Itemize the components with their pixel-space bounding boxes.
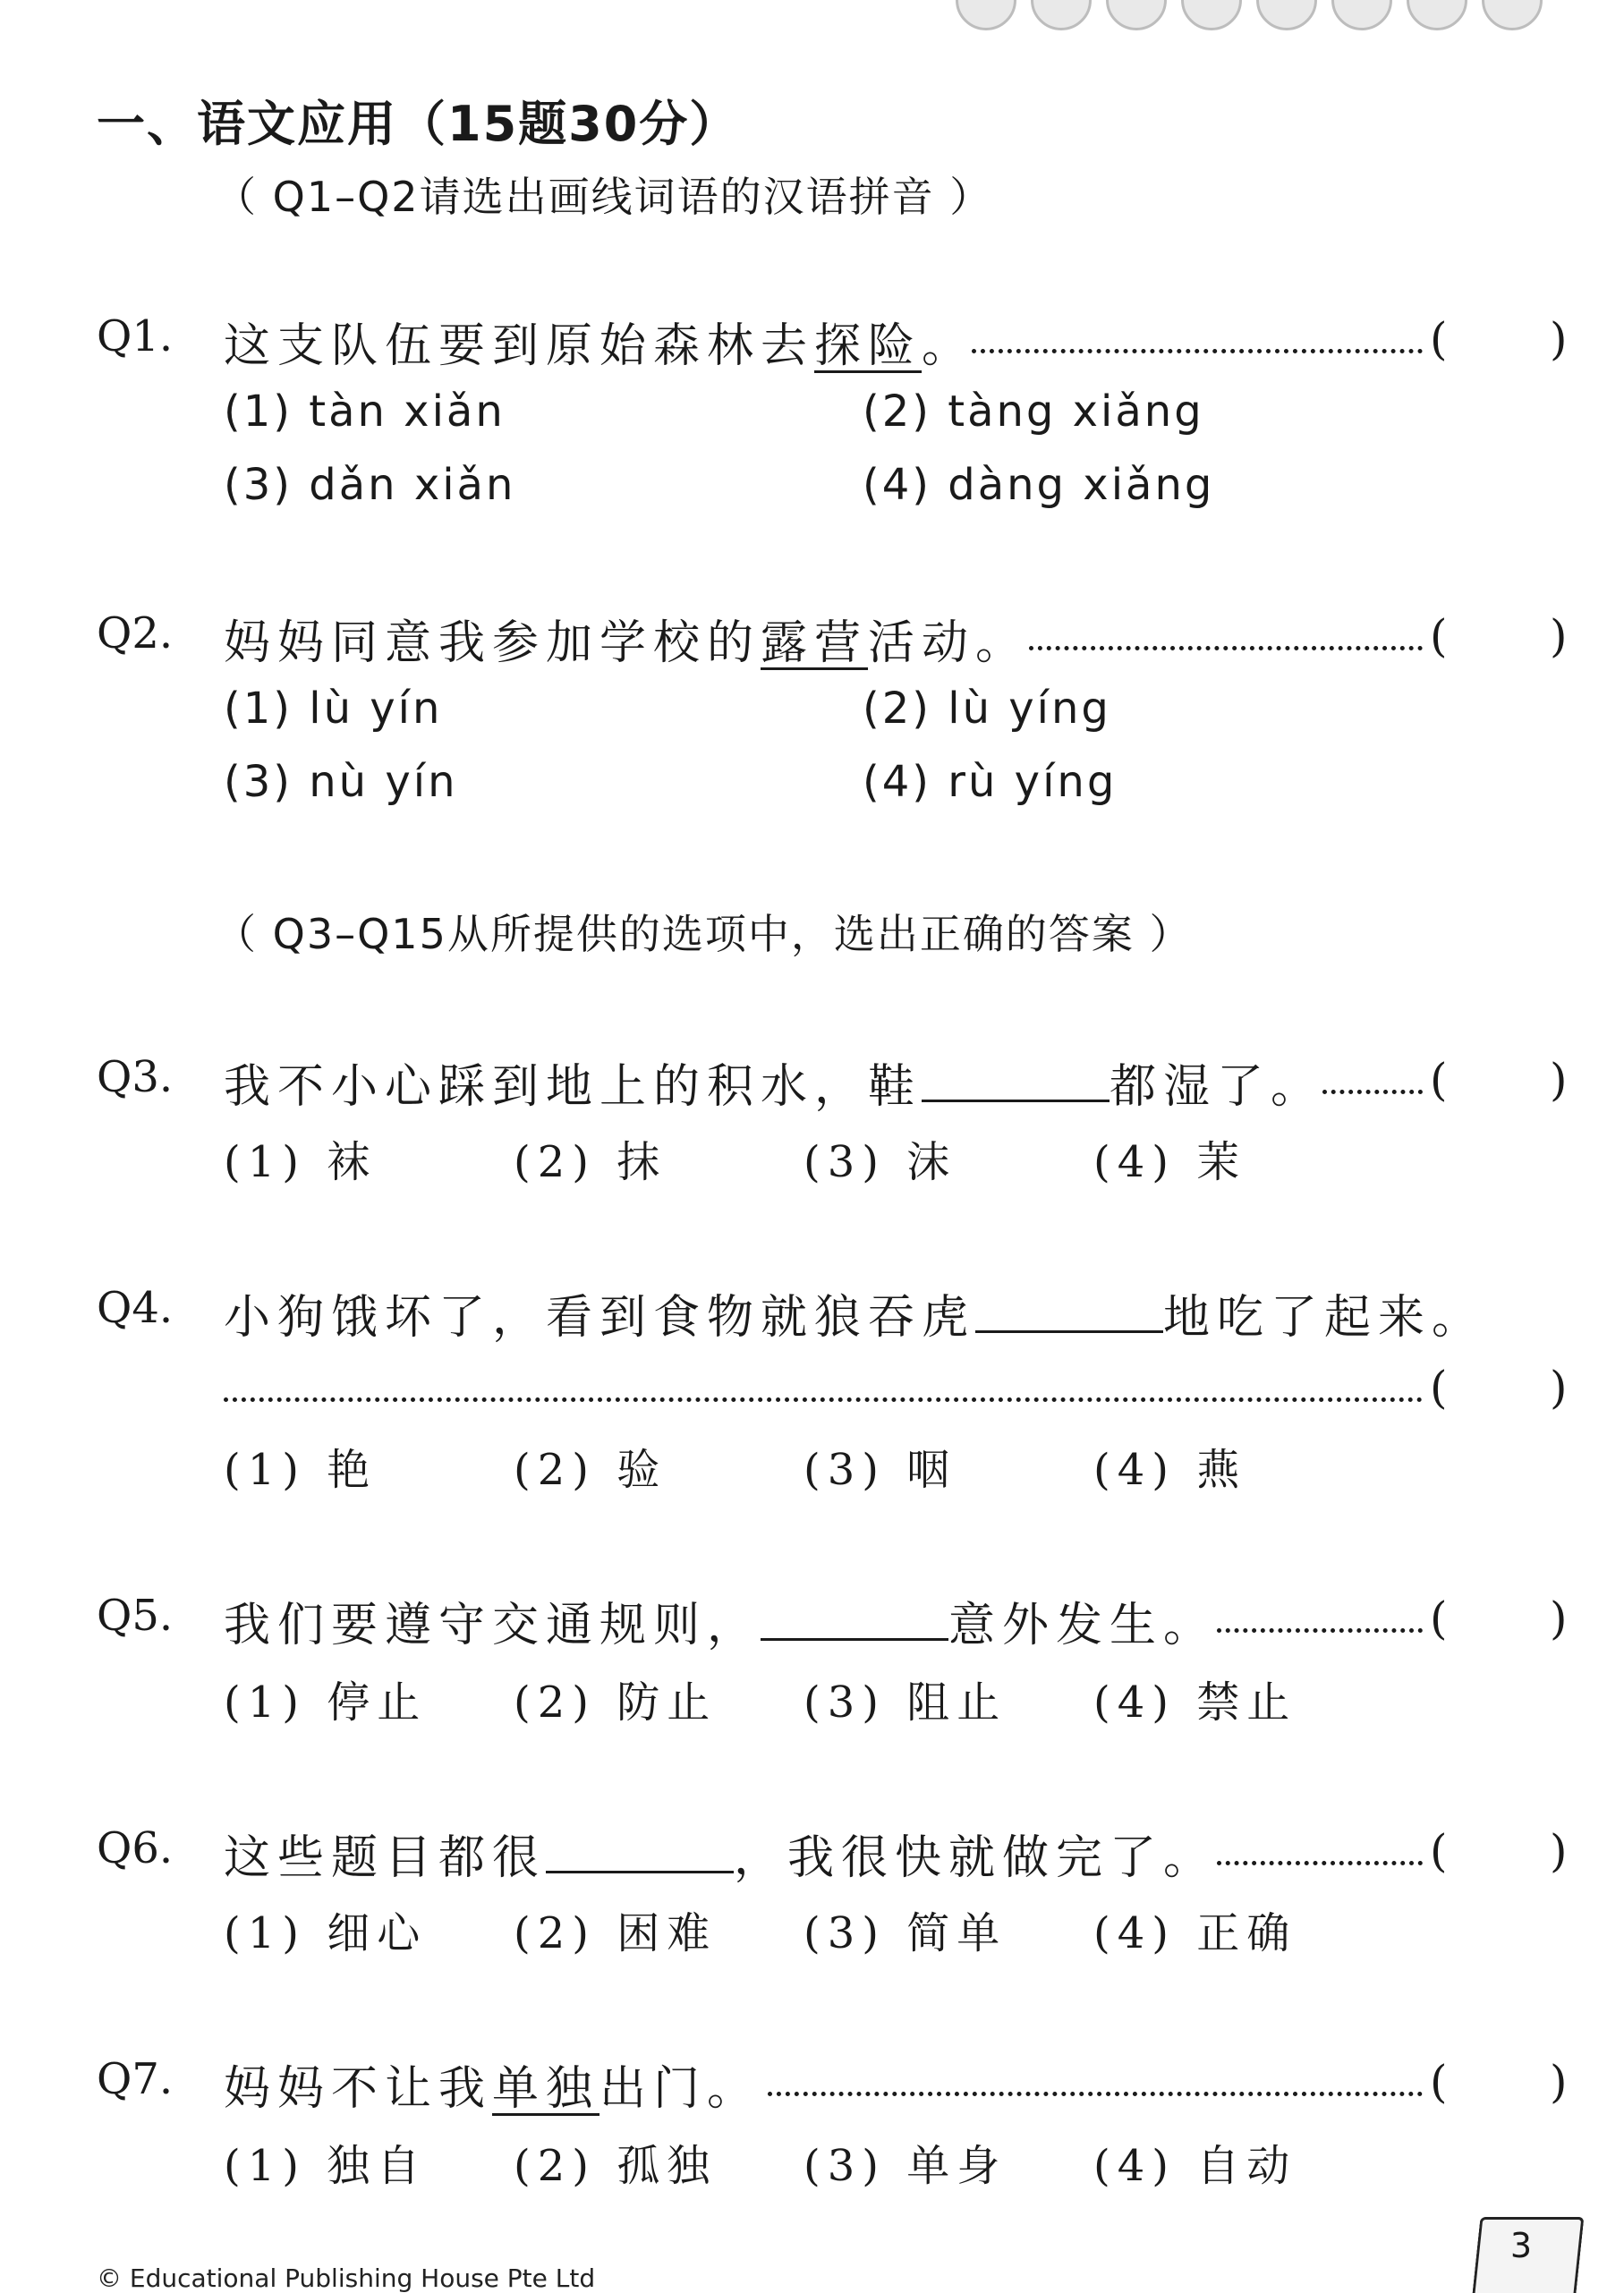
answer-paren-open: ( bbox=[1430, 1825, 1448, 1877]
answer-paren-close: ) bbox=[1550, 1592, 1568, 1644]
option-2[interactable]: (2) 孤独 bbox=[514, 2141, 718, 2191]
question-stem: 这支队伍要到原始森林去探险。 bbox=[224, 319, 976, 373]
question-stem: 我不小心踩到地上的积水，鞋 都湿了。 bbox=[224, 1060, 1325, 1114]
section-title: 一、语文应用（15题30分） bbox=[97, 96, 740, 152]
option-4[interactable]: (4) 燕 bbox=[1093, 1445, 1247, 1495]
option-2[interactable]: (2) tàng xiǎng bbox=[863, 386, 1204, 437]
option-1[interactable]: (1) lù yín bbox=[224, 684, 443, 734]
option-4[interactable]: (4) 自动 bbox=[1093, 2141, 1297, 2191]
option-4[interactable]: (4) 禁止 bbox=[1093, 1677, 1297, 1728]
question-number: Q4. bbox=[97, 1283, 174, 1333]
option-3[interactable]: (3) 单身 bbox=[803, 2141, 1008, 2191]
question-stem: 这些题目都很 ，我很快就做完了。 bbox=[224, 1831, 1218, 1885]
underlined-word: 单独 bbox=[492, 2062, 600, 2116]
question-number: Q3. bbox=[97, 1052, 174, 1102]
answer-paren-open: ( bbox=[1430, 610, 1448, 662]
option-2[interactable]: (2) 防止 bbox=[514, 1677, 718, 1728]
option-1[interactable]: (1) 袜 bbox=[224, 1137, 378, 1187]
option-2[interactable]: (2) 验 bbox=[514, 1445, 667, 1495]
header-decoration-circle bbox=[1482, 0, 1543, 30]
answer-leader-dots bbox=[972, 349, 1423, 353]
underlined-word: 探险 bbox=[814, 319, 923, 373]
question-stem: 我们要遵守交通规则， 意外发生。 bbox=[224, 1599, 1218, 1652]
header-decoration-circle bbox=[1256, 0, 1317, 30]
option-2[interactable]: (2) 困难 bbox=[514, 1908, 718, 1958]
fill-blank bbox=[922, 1060, 1110, 1102]
answer-paren-open: ( bbox=[1430, 1054, 1448, 1106]
instruction-q3-q15: （ Q3–Q15从所提供的选项中，选出正确的答案 ） bbox=[215, 910, 1193, 958]
question-number: Q7. bbox=[97, 2054, 174, 2104]
question-number: Q5. bbox=[97, 1591, 174, 1641]
header-decoration-circle bbox=[1106, 0, 1167, 30]
header-decoration-circle bbox=[1031, 0, 1092, 30]
question-stem: 妈妈同意我参加学校的露营活动。 bbox=[224, 616, 1030, 670]
fill-blank bbox=[975, 1291, 1163, 1333]
question-stem: 妈妈不让我单独出门。 bbox=[224, 2062, 761, 2116]
header-decoration-circle bbox=[1331, 0, 1392, 30]
option-3[interactable]: (3) dǎn xiǎn bbox=[224, 460, 516, 510]
option-3[interactable]: (3) 简单 bbox=[803, 1908, 1008, 1958]
answer-leader-dots bbox=[1217, 1861, 1423, 1865]
question-number: Q2. bbox=[97, 608, 174, 658]
header-decoration-circle bbox=[956, 0, 1016, 30]
option-1[interactable]: (1) 细心 bbox=[224, 1908, 428, 1958]
header-decoration-circle bbox=[1407, 0, 1467, 30]
option-1[interactable]: (1) 停止 bbox=[224, 1677, 428, 1728]
option-3[interactable]: (3) 咽 bbox=[803, 1445, 957, 1495]
answer-paren-close: ) bbox=[1550, 1054, 1568, 1106]
instruction-q1-q2: （ Q1–Q2请选出画线词语的汉语拼音 ） bbox=[215, 173, 993, 221]
option-1[interactable]: (1) tàn xiǎn bbox=[224, 386, 506, 437]
question-number: Q6. bbox=[97, 1823, 174, 1873]
underlined-word: 露营 bbox=[761, 616, 869, 670]
question-stem: 小狗饿坏了，看到食物就狼吞虎 地吃了起来。 bbox=[224, 1291, 1486, 1345]
answer-paren-close: ) bbox=[1550, 1825, 1568, 1877]
option-3[interactable]: (3) 阻止 bbox=[803, 1677, 1008, 1728]
fill-blank bbox=[546, 1831, 734, 1873]
option-4[interactable]: (4) 正确 bbox=[1093, 1908, 1297, 1958]
option-2[interactable]: (2) lù yíng bbox=[863, 684, 1111, 734]
option-2[interactable]: (2) 抹 bbox=[514, 1137, 667, 1187]
answer-paren-close: ) bbox=[1550, 610, 1568, 662]
answer-paren-open: ( bbox=[1430, 1592, 1448, 1644]
option-1[interactable]: (1) 艳 bbox=[224, 1445, 378, 1495]
answer-paren-close: ) bbox=[1550, 2056, 1568, 2108]
answer-leader-dots bbox=[768, 2092, 1423, 2096]
option-4[interactable]: (4) rù yíng bbox=[863, 757, 1118, 807]
option-4[interactable]: (4) dàng xiǎng bbox=[863, 460, 1215, 510]
answer-paren-close: ) bbox=[1550, 1362, 1568, 1414]
copyright-text: © Educational Publishing House Pte Ltd bbox=[97, 2263, 596, 2293]
option-1[interactable]: (1) 独自 bbox=[224, 2141, 428, 2191]
answer-leader-dots bbox=[1029, 646, 1423, 650]
answer-leader-dots bbox=[1217, 1628, 1423, 1633]
question-number: Q1. bbox=[97, 311, 174, 361]
answer-paren-close: ) bbox=[1550, 313, 1568, 365]
fill-blank bbox=[761, 1599, 948, 1641]
header-decoration-circle bbox=[1181, 0, 1242, 30]
answer-paren-open: ( bbox=[1430, 1362, 1448, 1414]
answer-leader-dots bbox=[1322, 1090, 1423, 1094]
option-4[interactable]: (4) 茉 bbox=[1093, 1137, 1247, 1187]
answer-paren-open: ( bbox=[1430, 2056, 1448, 2108]
answer-paren-open: ( bbox=[1430, 313, 1448, 365]
page-number: 3 bbox=[1509, 2226, 1533, 2265]
option-3[interactable]: (3) nù yín bbox=[224, 757, 458, 807]
option-3[interactable]: (3) 沫 bbox=[803, 1137, 957, 1187]
answer-leader-dots bbox=[224, 1397, 1423, 1402]
